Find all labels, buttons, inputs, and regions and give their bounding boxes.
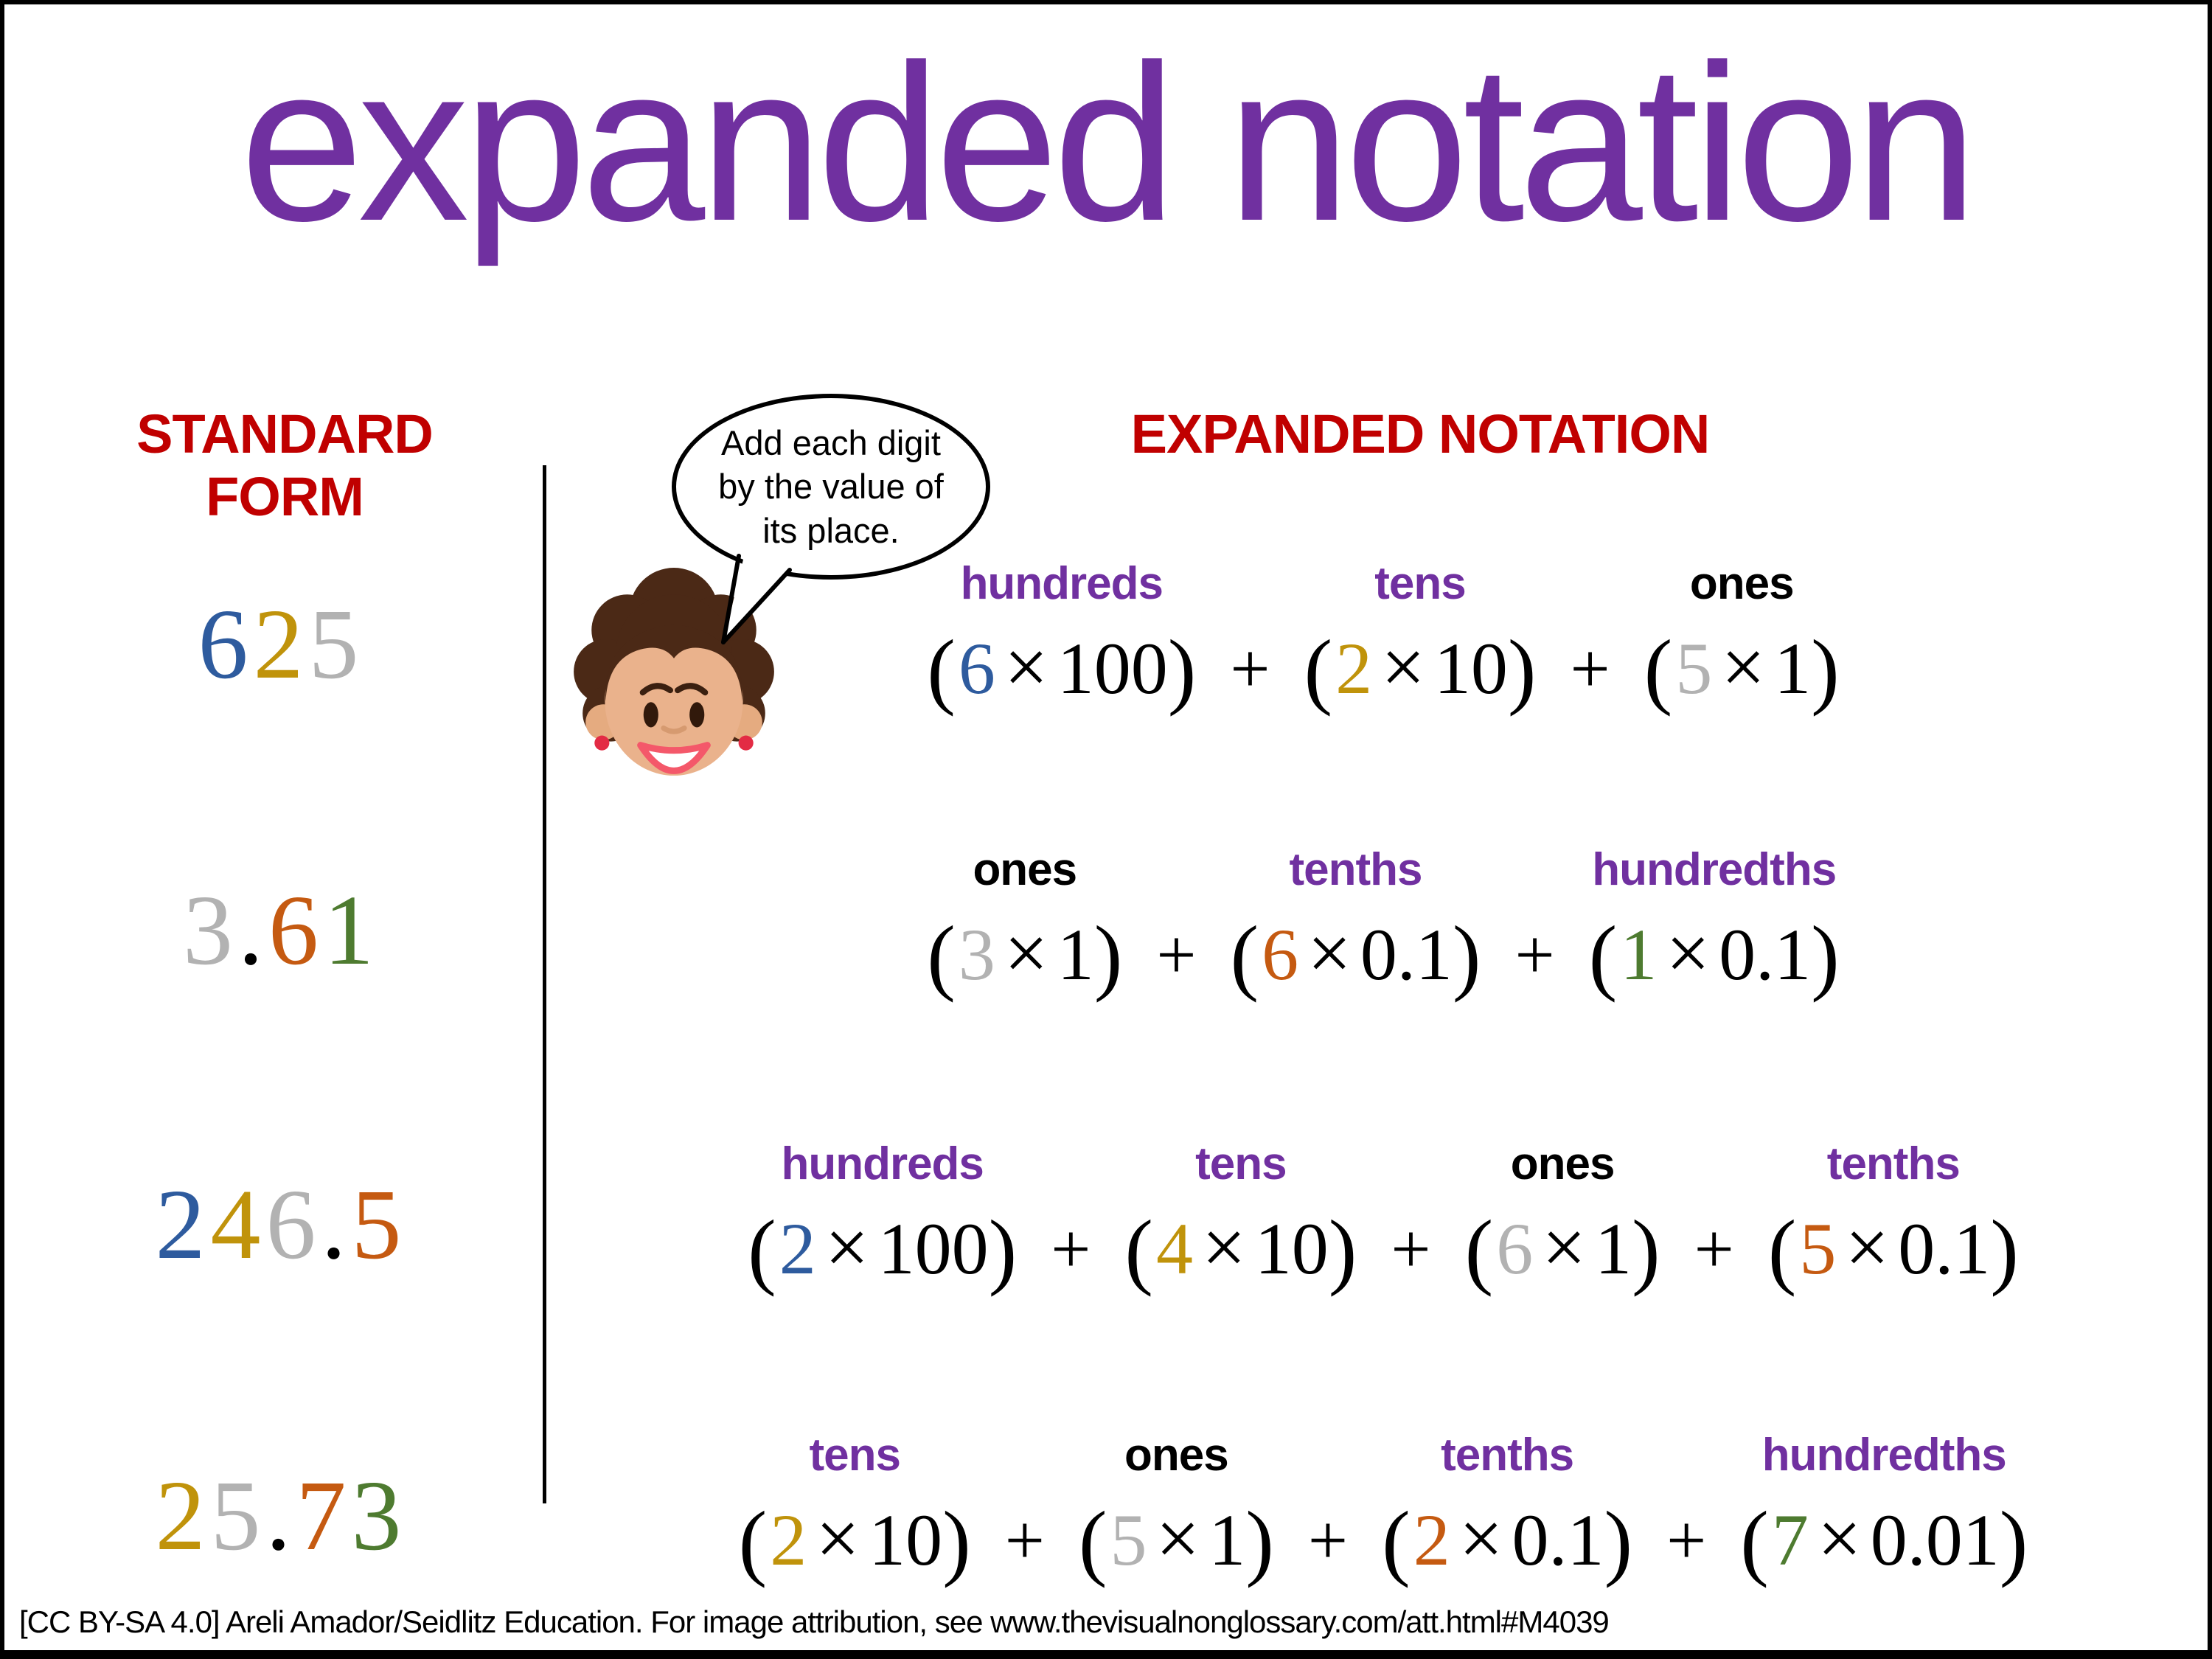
open-paren: ( [1767,1203,1797,1298]
open-paren: ( [738,1494,768,1589]
open-paren: ( [748,1203,776,1298]
place-value-term [1079,1422,1274,1591]
place-value-label: hundreds [960,557,1164,609]
place-value-label: ones [1124,1429,1228,1481]
standard-digit: 7 [296,1461,352,1571]
place-value-label: ones [973,844,1077,895]
place-value-label: tenths [1289,844,1422,895]
standard-digit: . [321,1169,352,1280]
expanded-notation-row [561,836,2205,1006]
open-paren: ( [1078,1494,1107,1589]
term-expression [1768,1197,2019,1300]
close-paren: ) [1604,1494,1633,1589]
plus-operator: + [1004,1500,1045,1579]
standard-digit: 2 [155,1461,211,1571]
place-value-label: tens [1195,1138,1287,1189]
standard-digit: 5 [308,589,364,700]
expanded-notation-header: EXPANDED NOTATION [1130,403,1710,465]
term-expression [927,616,1196,720]
standard-digit: 4 [210,1169,266,1280]
close-paren: ) [1999,1494,2028,1589]
place-value-label: hundredths [1761,1429,2006,1481]
place-value-term [927,836,1122,1006]
open-paren: ( [927,908,956,1004]
open-paren: ( [1464,1203,1494,1298]
close-paren: ) [942,1494,971,1589]
place-multiplier: 0.1 [1898,1208,1991,1290]
speech-bubble-line: by the value of [718,467,944,507]
standard-digit: 2 [155,1169,211,1280]
place-value-term [1230,836,1481,1006]
close-paren: ) [988,1203,1018,1298]
standard-digit: . [238,875,268,986]
page-title: expanded notation [240,18,1972,267]
close-paren: ) [1093,908,1123,1004]
place-multiplier: 10 [1254,1208,1329,1290]
standard-form-value [27,589,535,700]
term-expression [1230,902,1481,1006]
standard-digit: 5 [351,1169,407,1280]
place-value-label: ones [1689,557,1794,609]
term-expression [1304,616,1536,720]
times-operator: × [1202,1204,1246,1290]
digit-value: 1 [1620,914,1658,995]
plus-operator: + [1230,629,1270,708]
plus-operator: + [1051,1209,1091,1288]
place-multiplier: 1 [1057,914,1094,995]
plus-operator: + [1570,629,1610,708]
plus-operator: + [1156,915,1197,994]
open-paren: ( [1740,1494,1769,1589]
standard-form-value [27,1169,535,1280]
times-operator: × [1458,1495,1503,1582]
speech-bubble-line: its place. [762,510,900,550]
term-expression [1382,1488,1632,1591]
standard-digit: 3 [351,1461,407,1571]
place-value-term [927,550,1196,720]
place-value-term [1124,1130,1357,1300]
place-value-label: hundredths [1592,844,1837,895]
standard-digit: 6 [268,875,324,986]
plus-operator: + [1307,1500,1349,1579]
digit-value: 5 [1799,1208,1837,1290]
place-value-term [1644,550,1840,720]
times-operator: × [1155,1495,1200,1582]
place-value-label: tens [1374,557,1466,609]
close-paren: ) [1167,622,1197,717]
term-expression [1079,1488,1274,1591]
place-multiplier: 100 [1057,627,1168,709]
standard-form-header: STANDARD FORM [136,403,433,527]
attribution-footer: [CC BY-SA 4.0] Areli Amador/Seidlitz Education. For image attribution, see www.thevisualnonglossary.com/att.html#M4039 [19,1604,1609,1639]
place-value-term [1304,550,1536,720]
place-multiplier: 0.1 [1360,914,1453,995]
standard-digit: . [265,1461,296,1571]
place-multiplier: 0.1 [1719,914,1812,995]
term-expression [1740,1488,2028,1591]
expanded-notation-row [561,1422,2205,1591]
place-multiplier: 10 [869,1499,943,1581]
plus-operator: + [1666,1500,1707,1579]
term-expression [748,1197,1017,1300]
times-operator: × [824,1204,869,1290]
times-operator: × [1307,910,1352,996]
close-paren: ) [1328,1203,1357,1298]
times-operator: × [1004,910,1048,996]
open-paren: ( [1124,1203,1153,1298]
standard-digit: 5 [210,1461,266,1571]
term-expression [1644,616,1840,720]
place-multiplier: 100 [877,1208,989,1290]
term-expression [1589,902,1840,1006]
plus-operator: + [1391,1209,1431,1288]
times-operator: × [1817,1495,1862,1582]
place-value-term [1382,1422,1632,1591]
digit-value: 6 [958,627,995,709]
place-value-label: hundreds [781,1138,984,1189]
digit-value: 6 [1496,1208,1534,1290]
speech-bubble-line: Add each digit [721,423,941,463]
term-expression [739,1488,971,1591]
standard-digit: 1 [324,875,379,986]
close-paren: ) [1452,908,1481,1004]
digit-value: 2 [1413,1499,1450,1581]
standard-digit: 6 [198,589,254,700]
term-expression [1124,1197,1357,1300]
close-paren: ) [1507,622,1537,717]
standard-digit: 6 [265,1169,321,1280]
digit-value: 6 [1262,914,1299,995]
standard-form-value [27,1461,535,1571]
open-paren: ( [927,622,956,717]
close-paren: ) [1245,1494,1274,1589]
close-paren: ) [1811,908,1840,1004]
place-value-term [1465,1130,1660,1300]
speech-bubble-tail [690,513,852,653]
open-paren: ( [1382,1494,1411,1589]
plus-operator: + [1514,915,1555,994]
close-paren: ) [1631,1203,1660,1298]
term-expression [927,902,1122,1006]
times-operator: × [1381,624,1425,710]
close-paren: ) [1811,622,1840,717]
digit-value: 4 [1156,1208,1193,1290]
digit-value: 5 [1110,1499,1147,1581]
standard-digit: 2 [253,589,309,700]
standard-form-value [27,875,535,986]
digit-value: 3 [958,914,995,995]
place-multiplier: 1 [1208,1499,1246,1581]
place-value-term [1589,836,1840,1006]
place-multiplier: 0.01 [1870,1499,2000,1581]
standard-digit: 3 [183,875,238,986]
times-operator: × [1721,624,1766,710]
place-value-label: tenths [1826,1138,1960,1189]
place-value-label: tens [809,1429,900,1481]
place-value-label: ones [1510,1138,1615,1189]
open-paren: ( [1588,908,1618,1004]
digit-value: 7 [1771,1499,1809,1581]
place-multiplier: 1 [1594,1208,1632,1290]
column-divider [543,465,546,1503]
digit-value: 5 [1675,627,1713,709]
term-expression [1465,1197,1660,1300]
times-operator: × [1666,910,1711,996]
times-operator: × [1845,1204,1890,1290]
times-operator: × [1004,624,1048,710]
open-paren: ( [1304,622,1333,717]
place-value-label: tenths [1441,1429,1574,1481]
times-operator: × [1542,1204,1586,1290]
place-value-term [748,1130,1017,1300]
digit-value: 2 [779,1208,816,1290]
open-paren: ( [1230,908,1259,1004]
digit-value: 2 [770,1499,807,1581]
place-value-term [1740,1422,2028,1591]
place-value-term [739,1422,971,1591]
expanded-notation-row [561,1130,2205,1300]
open-paren: ( [1644,622,1673,717]
place-multiplier: 1 [1774,627,1812,709]
digit-value: 2 [1335,627,1373,709]
place-multiplier: 0.1 [1512,1499,1604,1581]
place-value-term [1768,1130,2019,1300]
times-operator: × [815,1495,860,1582]
plus-operator: + [1694,1209,1734,1288]
place-multiplier: 10 [1433,627,1508,709]
close-paren: ) [1990,1203,2019,1298]
